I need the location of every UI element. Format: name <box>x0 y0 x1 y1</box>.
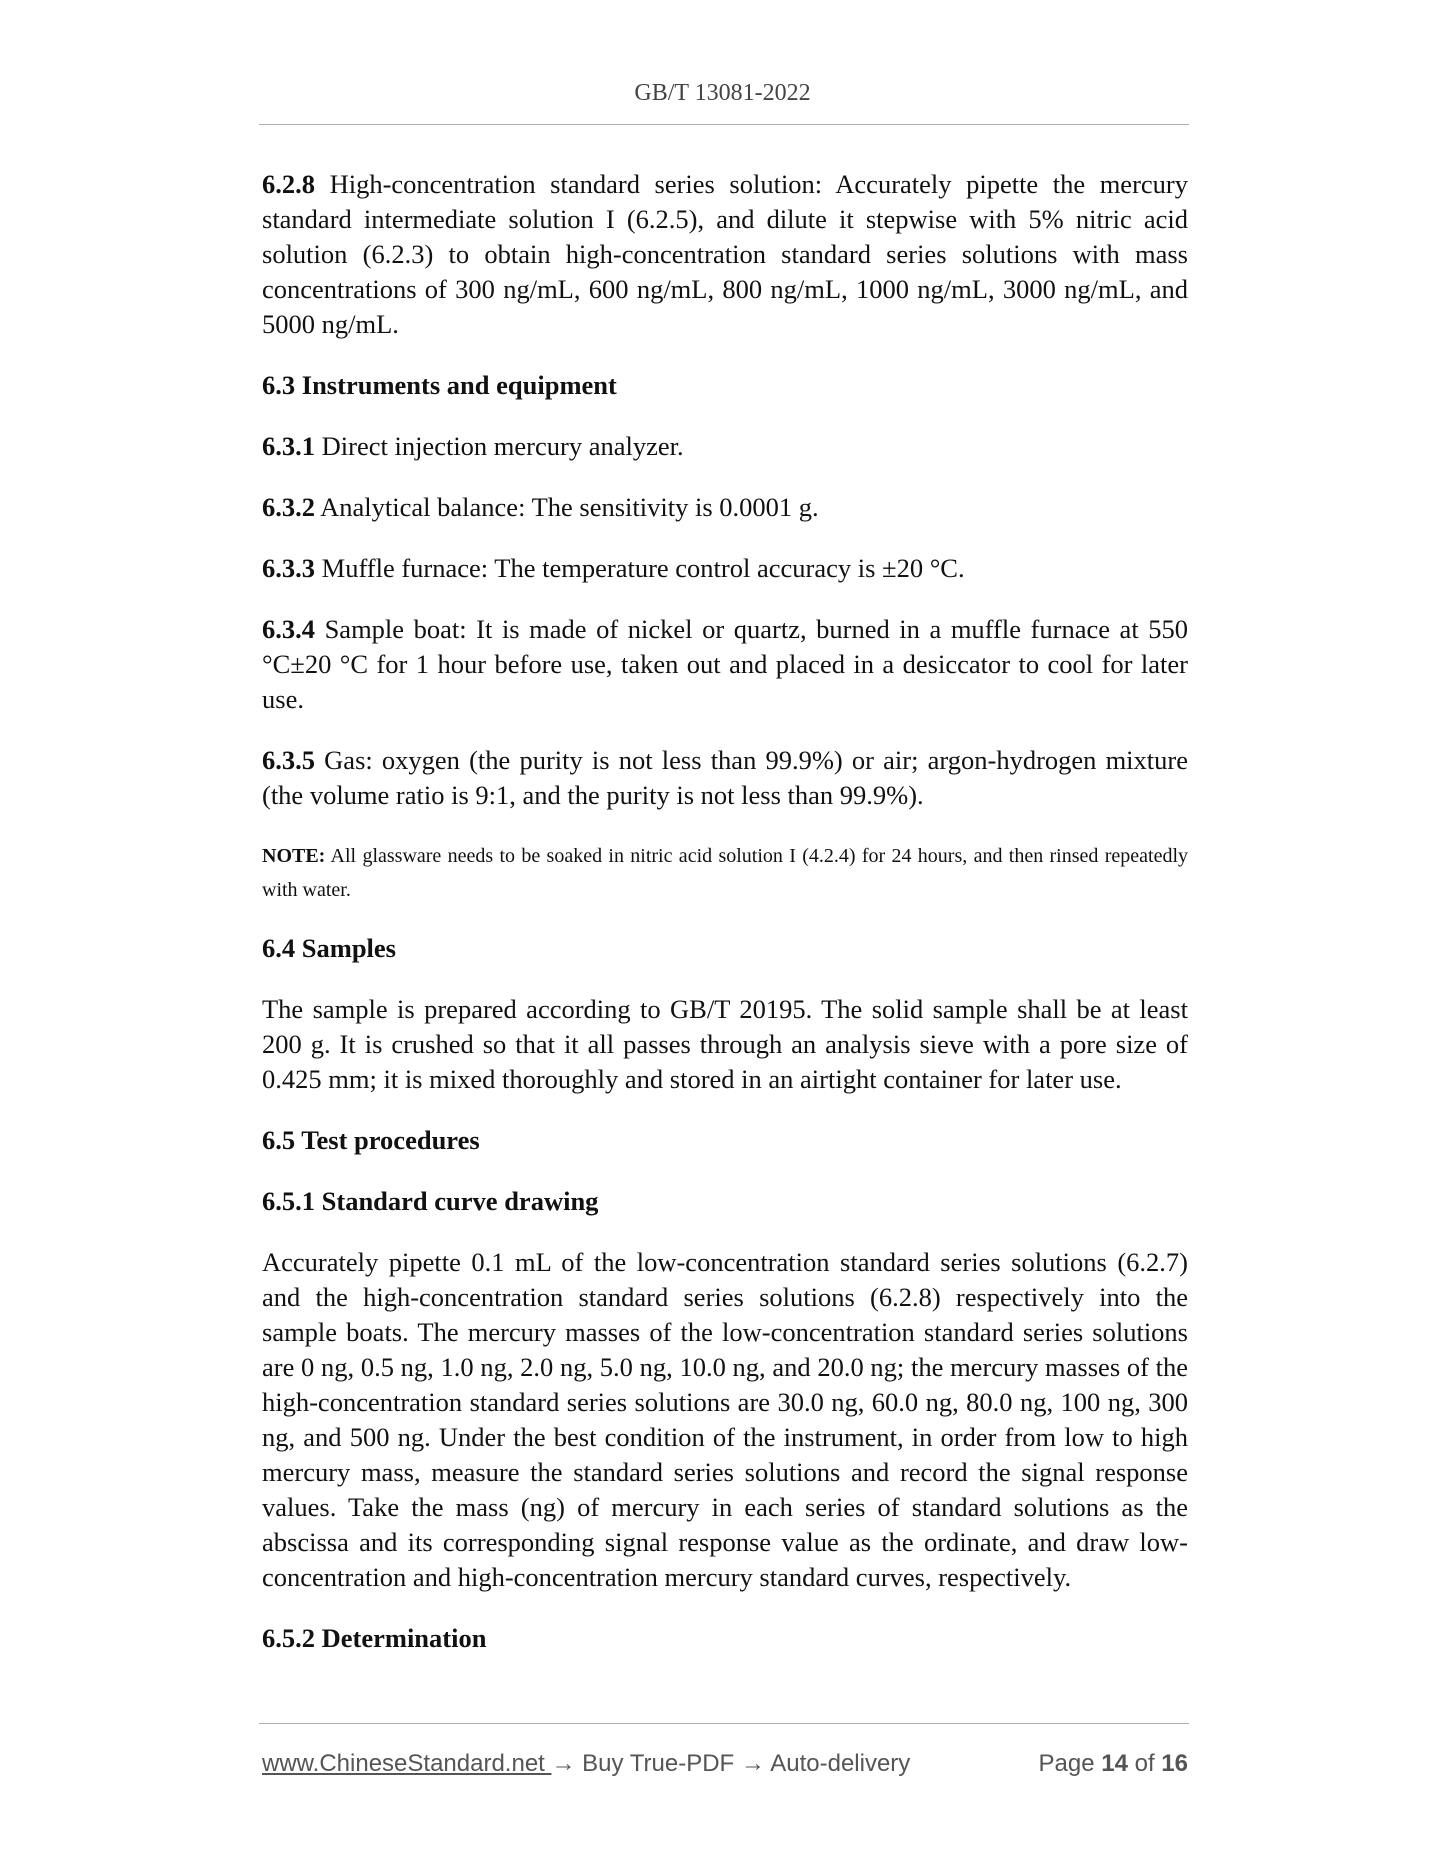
note-text: All glassware needs to be soaked in nitric acid solution I (4.2.4) for 24 hours, and then rinsed repeatedly with water. <box>262 845 1188 901</box>
clause-number: 6.3.2 <box>262 492 315 522</box>
buy-pdf-text: Buy True-PDF <box>582 1750 735 1777</box>
clause-number: 6.3.5 <box>262 745 315 775</box>
section-heading-6-5-1: 6.5.1 Standard curve drawing <box>262 1186 599 1216</box>
total-pages: 16 <box>1161 1750 1188 1777</box>
clause-text: Sample boat: It is made of nickel or quartz, burned in a muffle furnace at 550 °C±20 °C for 1 hour before use, taken out and placed in a desiccator to cool for later use. <box>262 614 1188 714</box>
section-heading-6-3: 6.3 Instruments and equipment <box>262 370 617 400</box>
footer-divider <box>259 1723 1189 1724</box>
clause-6-3-3 <box>262 551 1188 586</box>
note-paragraph <box>262 839 1188 907</box>
samples-paragraph: The sample is prepared according to GB/T 20195. The solid sample shall be at least 200 g. It is crushed so that it all passes through an analysis sieve with a pore size of 0.425 mm; it is mixed thoroughly and stored in an airtight container for later use. <box>262 994 1188 1094</box>
clause-6-2-8 <box>262 167 1188 342</box>
document-code-header: GB/T 13081-2022 <box>634 80 811 106</box>
arrow-icon: → <box>551 1750 583 1777</box>
of-label: of <box>1127 1750 1162 1777</box>
clause-6-3-4 <box>262 612 1188 717</box>
clause-number: 6.3.4 <box>262 614 315 644</box>
page-number <box>1039 1750 1188 1778</box>
clause-number: 6.3.3 <box>262 553 315 583</box>
arrow-icon: → <box>734 1750 771 1777</box>
clause-6-3-2 <box>262 490 1188 525</box>
auto-delivery-text: Auto-delivery <box>770 1750 911 1777</box>
standard-curve-paragraph: Accurately pipette 0.1 mL of the low-concentration standard series solutions (6.2.7) and the high-concentration standard series solutions (6.2.8) respectively into the sample boats. The mercury masses of the low-concentration standard series solutions are 0 ng, 0.5 ng, 1.0 ng, 2.0 ng, 5.0 ng, 10.0 ng, and 20.0 ng; the mercury masses of the high-concentration standard series solutions are 30.0 ng, 60.0 ng, 80.0 ng, 100 ng, 300 ng, and 500 ng. Under the best condition of the instrument, in order from low to high mercury mass, measure the standard series solutions and record the signal response values. Take the mass (ng) of mercury in each series of standard solutions as the abscissa and its corresponding signal response value as the ordinate, and draw low-concentration and high-concentration mercury standard curves, respectively. <box>262 1247 1188 1592</box>
clause-text: Gas: oxygen (the purity is not less than 99.9%) or air; argon-hydrogen mixture (the volume ratio is 9:1, and the purity is not less than 99.9%). <box>262 745 1188 810</box>
clause-text: Direct injection mercury analyzer. <box>315 431 684 461</box>
page-label: Page <box>1038 1750 1102 1777</box>
section-heading-6-5-2: 6.5.2 Determination <box>262 1623 487 1653</box>
clause-6-3-5 <box>262 743 1188 813</box>
document-body <box>262 167 1188 1682</box>
clause-number: 6.2.8 <box>262 169 315 199</box>
section-heading-6-5: 6.5 Test procedures <box>262 1125 480 1155</box>
clause-text: Muffle furnace: The temperature control accuracy is ±20 °C. <box>315 553 965 583</box>
clause-text: Analytical balance: The sensitivity is 0.0001 g. <box>315 492 819 522</box>
clause-6-3-1 <box>262 429 1188 464</box>
header-divider <box>259 124 1189 125</box>
section-heading-6-4: 6.4 Samples <box>262 933 396 963</box>
page-footer <box>262 1748 1188 1780</box>
footer-left <box>262 1750 910 1778</box>
website-link[interactable]: www.ChineseStandard.net <box>262 1750 552 1777</box>
note-label: NOTE: <box>262 845 326 867</box>
clause-number: 6.3.1 <box>262 431 315 461</box>
current-page: 14 <box>1101 1750 1128 1777</box>
clause-text: High-concentration standard series solution: Accurately pipette the mercury standard intermediate solution I (6.2.5), and dilute it stepwise with 5% nitric acid solution (6.2.3) to obtain high-concentration standard series solutions with mass concentrations of 300 ng/mL, 600 ng/mL, 800 ng/mL, 1000 ng/mL, 3000 ng/mL, and 5000 ng/mL. <box>262 169 1188 339</box>
